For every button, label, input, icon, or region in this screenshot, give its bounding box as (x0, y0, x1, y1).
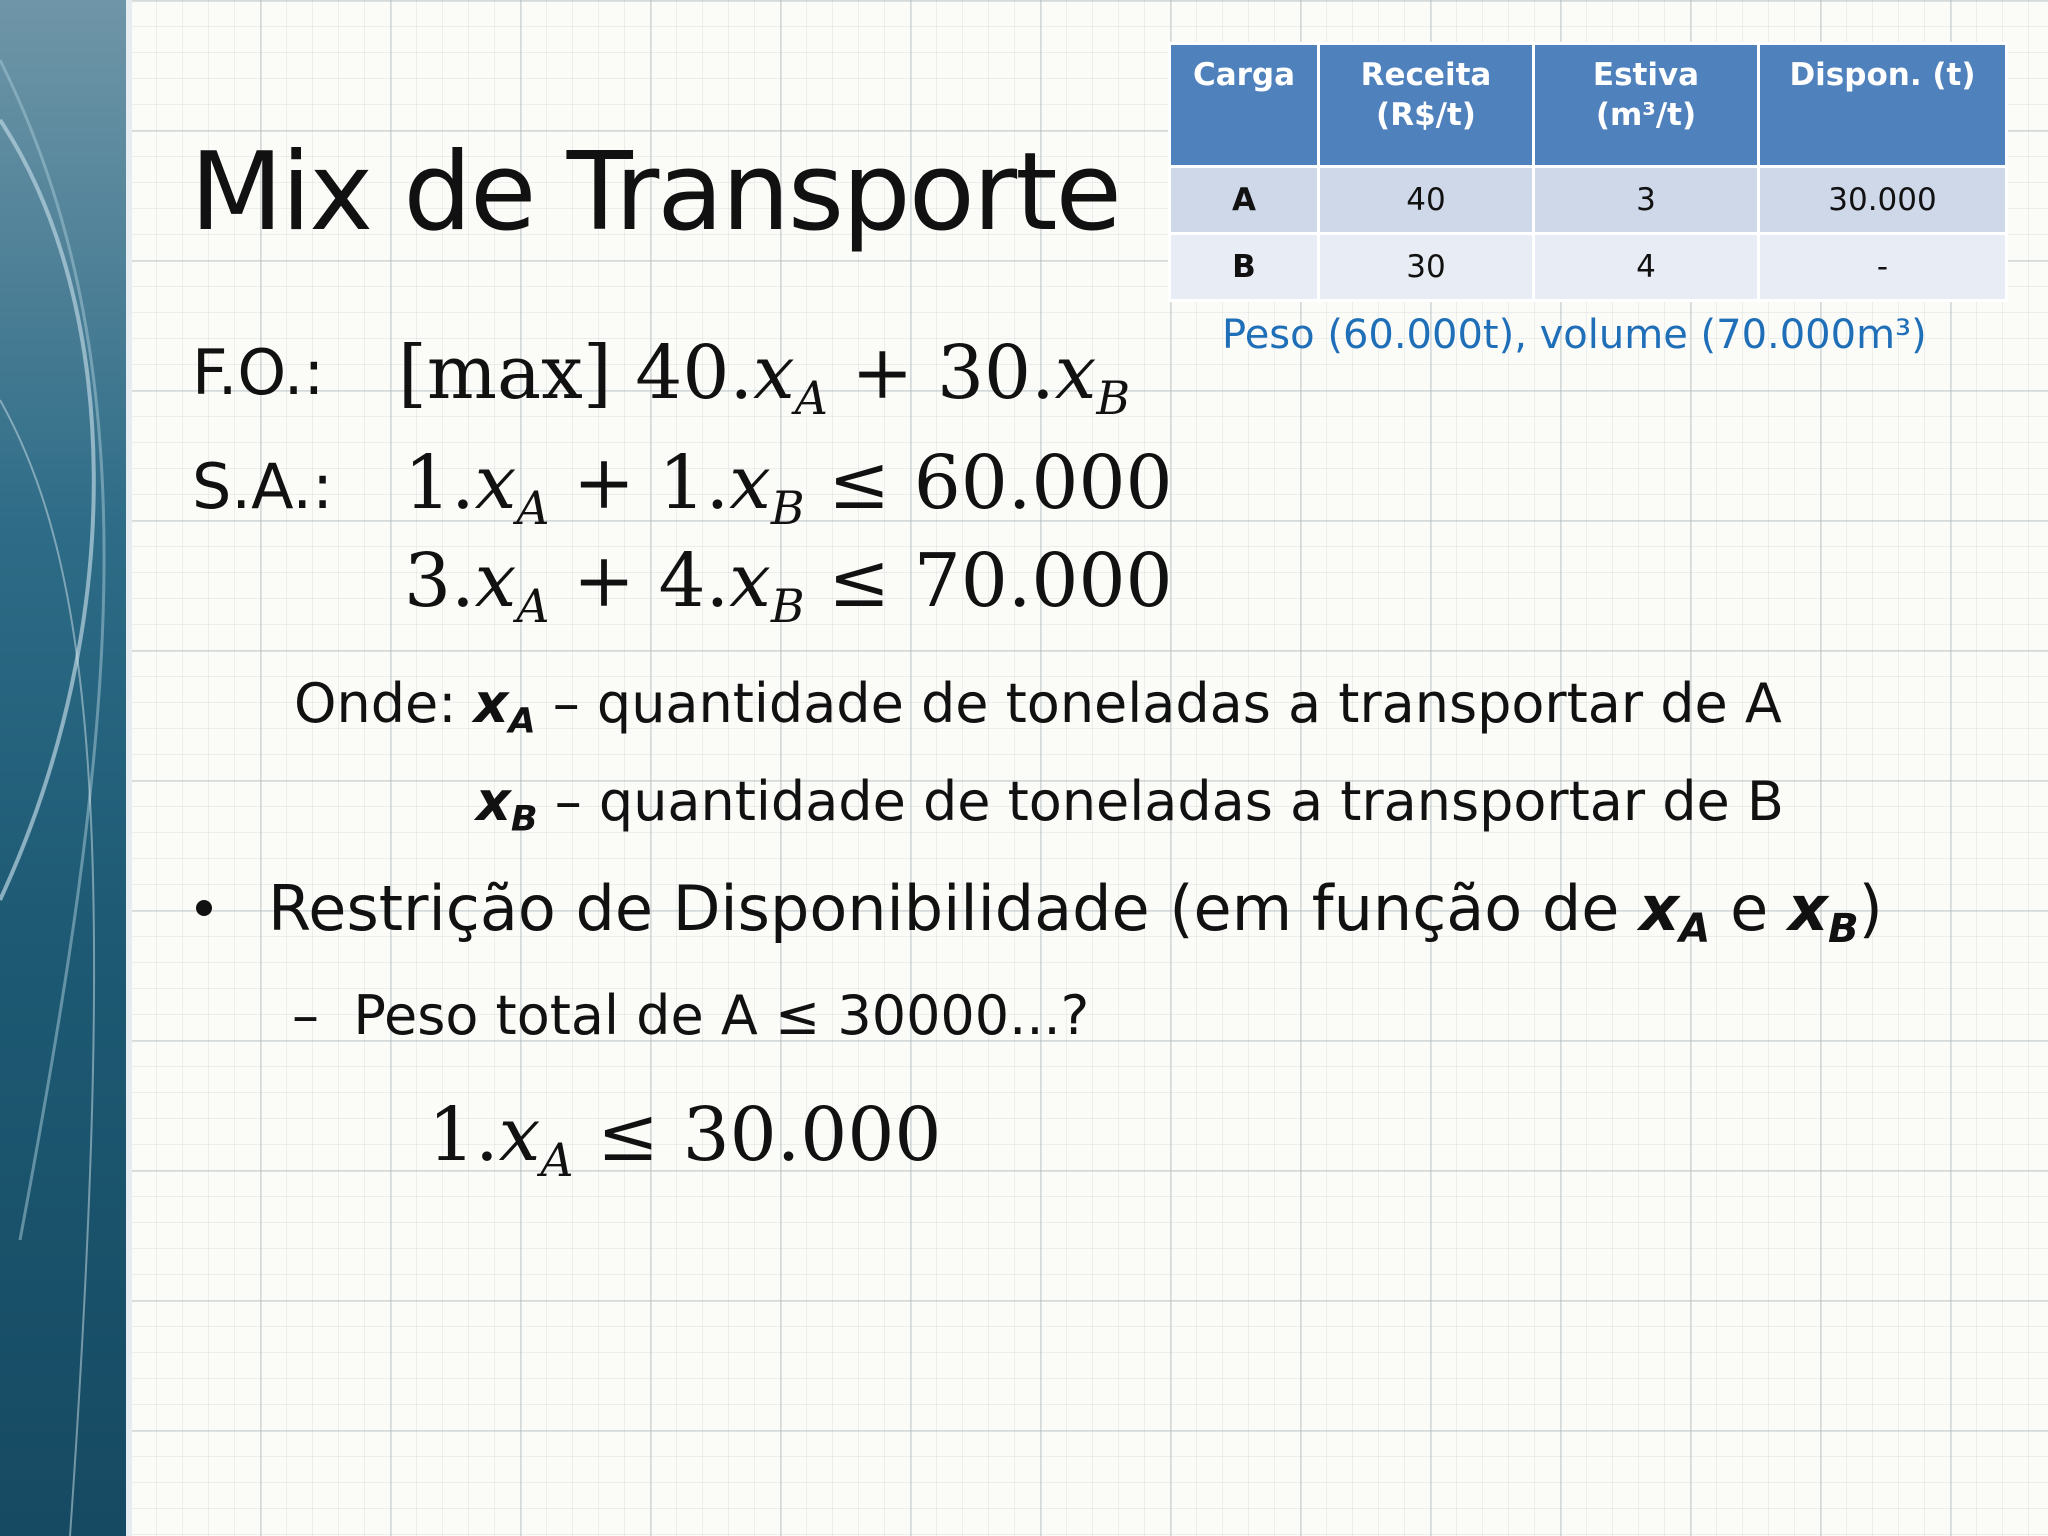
onde-line-b: $x_B$ – quantidade de toneladas a transportar de B (476, 770, 1784, 840)
sub-bullet-peso: – Peso total de A ≤ 30000...? (292, 984, 1090, 1047)
table-cell: A (1170, 167, 1319, 234)
constraint-volume: $3.x_A + 4.x_B \le 70.000$ (404, 538, 1173, 634)
header-dispon: Dispon. (t) (1759, 44, 2007, 167)
table-cell: 4 (1534, 234, 1759, 301)
table-cell: - (1759, 234, 2007, 301)
header-carga: Carga (1170, 44, 1319, 167)
table-row (1170, 234, 2007, 301)
onde-line-a: Onde: $x_A$ – quantidade de toneladas a transportar de A (294, 672, 1782, 742)
constraint-availability: $1.x_A \le 30.000$ (428, 1092, 942, 1188)
table-cell: 30 (1319, 234, 1534, 301)
table-cell: 3 (1534, 167, 1759, 234)
table-cell: 30.000 (1759, 167, 2007, 234)
capacity-note: Peso (60.000t), volume (70.000m³) (1222, 312, 1927, 358)
constraint-weight: $1.x_A + 1.x_B \le 60.000$ (404, 440, 1173, 536)
objective-function: [max] $40.x_A + 30.x_B$ (398, 330, 1131, 426)
table-cell: B (1170, 234, 1319, 301)
table-header-row (1170, 44, 2007, 167)
slide-title: Mix de Transporte (190, 130, 1120, 255)
fo-label: F.O.: (192, 336, 325, 409)
header-estiva: Estiva (m³/t) (1534, 44, 1759, 167)
table-cell: 40 (1319, 167, 1534, 234)
header-receita: Receita (R$/t) (1319, 44, 1534, 167)
bullet-dot (196, 900, 212, 916)
cargo-table (1168, 42, 2008, 302)
bullet-restricao: Restrição de Disponibilidade (em função de $x_A$ e $x_B$) (268, 872, 1883, 953)
sa-label: S.A.: (192, 450, 333, 523)
table-row (1170, 167, 2007, 234)
decorative-sidebar (0, 0, 140, 1536)
